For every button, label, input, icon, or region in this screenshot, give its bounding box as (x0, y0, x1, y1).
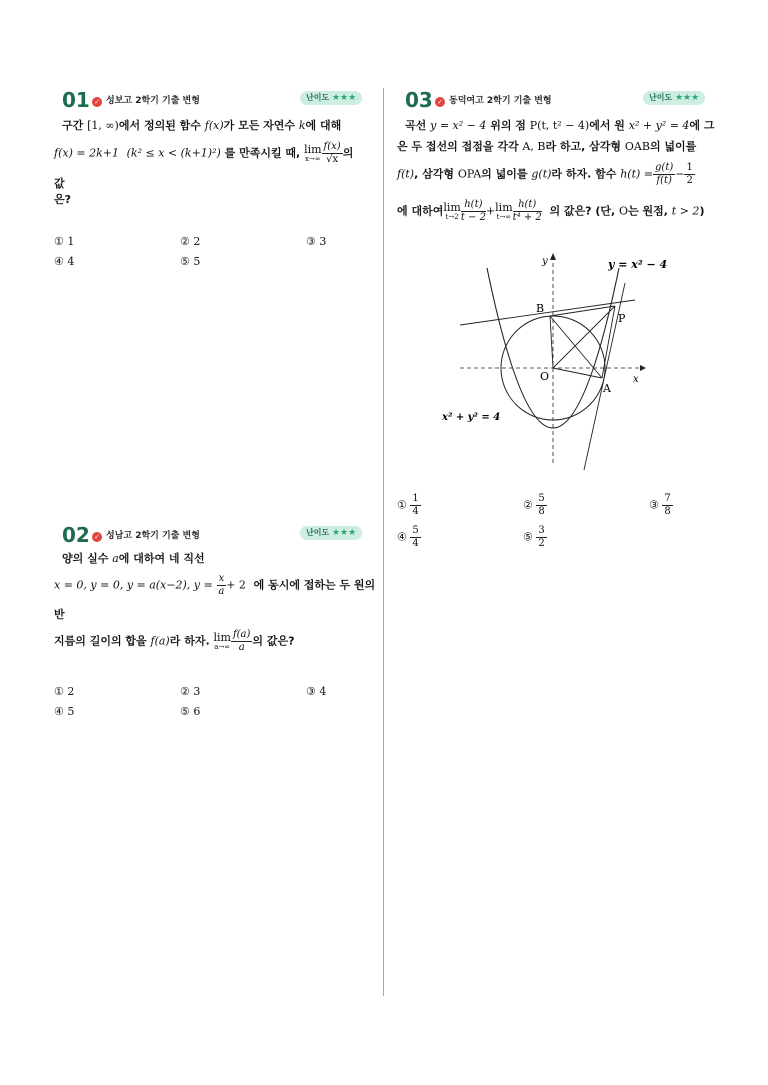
question-number: 02 (62, 523, 90, 547)
fraction: $\frac{h(t)}{\text{t⁴ + 2}}$ (512, 199, 542, 223)
question-01 (52, 88, 372, 278)
difficulty-badge: 난이도 ★★★ (643, 91, 705, 105)
choice-2[interactable]: ② 3 (180, 685, 201, 698)
difficulty-badge: 난이도 ★★★ (300, 526, 362, 540)
point-p-label: P (618, 312, 626, 325)
choice-2[interactable]: ② $\frac{5}{8}$ (523, 493, 545, 517)
question-header (52, 523, 362, 547)
choice-5[interactable]: ⑤ $\frac{3}{2}$ (523, 525, 545, 549)
choice-3[interactable]: ③ 3 (306, 235, 327, 248)
question-text: 값 (54, 177, 65, 190)
fraction: $\frac{h(t)}{t - 2}$ (460, 199, 486, 223)
limit-expression: lim a→∞ (213, 630, 231, 651)
point-a-label: A (603, 382, 611, 395)
check-icon: ✓ (92, 532, 102, 542)
question-text: x = 0, y = 0, y = a(x−2), y = $\frac{x}{a}$ + 2 에 동시에 접하는 두 원의 (54, 573, 376, 597)
limit-expression: lim t→2 (443, 200, 461, 221)
choice-3[interactable]: ③ $\frac{7}{8}$ (649, 493, 671, 517)
fraction: $\frac{f(x)}{√x}$ (323, 141, 341, 165)
x-axis-arrow (640, 365, 646, 371)
question-source: ✓ 성보고 2학기 기출 변형 (92, 93, 200, 107)
question-header (395, 88, 705, 112)
column-divider (383, 88, 384, 996)
choice-1[interactable]: ① 1 (54, 235, 75, 248)
question-text: 에 대하여lim t→2 $\frac{h(t)}{t - 2}$ +lim t→∞ $\frac{h(t)}{\text{t⁴ + 2}}$ 의 값은? (단, O는 원점, t > 2) (397, 199, 705, 223)
question-text: f(x) = 2k+1 (k² ≤ x < (k+1)²) 를 만족시킬 때, lim x→∞ $\frac{f(x)}{√x}$ 의 (54, 141, 354, 165)
choice-3[interactable]: ③ 4 (306, 685, 327, 698)
question-header (52, 88, 362, 112)
check-icon: ✓ (92, 97, 102, 107)
fraction: $\frac{1}{2}$ (686, 162, 693, 186)
y-axis-label: y (542, 256, 548, 267)
question-text: 곡선 y = x² − 4 위의 점 P(t, t² − 4)에서 원 x² + y² = 4에 그 (405, 119, 715, 132)
question-text: 반 (54, 608, 65, 621)
choice-1[interactable]: ① $\frac{1}{4}$ (397, 493, 419, 517)
check-icon: ✓ (435, 97, 445, 107)
choice-5[interactable]: ⑤ 6 (180, 705, 201, 718)
curve-label: y = x² − 4 (608, 258, 668, 271)
question-source: ✓ 동덕여고 2학기 기출 변형 (435, 93, 552, 107)
choice-1[interactable]: ① 2 (54, 685, 75, 698)
question-text: 은 두 접선의 접점을 각각 A, B라 하고, 삼각형 OAB의 넓이를 (397, 140, 697, 153)
fraction: $\frac{g(t)}{f(t)}$ (655, 162, 674, 186)
question-text: 지름의 길이의 합을 f(a)라 하자. lim a→∞ $\frac{f(a)}{a}$ 의 값은? (54, 629, 295, 653)
choice-5[interactable]: ⑤ 5 (180, 255, 201, 268)
choice-4[interactable]: ④ $\frac{5}{4}$ (397, 525, 419, 549)
question-number: 03 (405, 88, 433, 112)
origin-label: O (540, 370, 550, 383)
question-text: f(t), 삼각형 OPA의 넓이를 g(t)라 하자. 함수 h(t) = $\frac{g(t)}{f(t)}$ − $\frac{1}{2}$ (397, 162, 693, 186)
choice-4[interactable]: ④ 4 (54, 255, 75, 268)
question-source: ✓ 성남고 2학기 기출 변형 (92, 528, 200, 542)
question-02 (52, 523, 376, 723)
choice-4[interactable]: ④ 5 (54, 705, 75, 718)
question-text: 은? (54, 193, 72, 206)
y-axis-arrow (550, 253, 556, 260)
question-number: 01 (62, 88, 90, 112)
fraction: $\frac{x}{a}$ (218, 573, 225, 597)
difficulty-badge: 난이도 ★★★ (300, 91, 362, 105)
question-text: 양의 실수 a에 대하여 네 직선 (62, 552, 205, 565)
limit-expression: lim t→∞ (495, 200, 513, 221)
question-03 (395, 88, 725, 558)
limit-expression: lim x→∞ (304, 142, 322, 163)
fraction: $\frac{f(a)}{a}$ (232, 629, 251, 653)
choice-2[interactable]: ② 2 (180, 235, 201, 248)
question-text: 구간 [1, ∞)에서 정의된 함수 f(x)가 모든 자연수 k에 대해 (62, 119, 342, 132)
segment-ob (550, 316, 553, 368)
circle-label: x² + y² = 4 (442, 412, 501, 423)
x-axis-label: x (633, 374, 639, 385)
parabola-circle-graph (440, 248, 690, 473)
point-b-label: B (536, 302, 545, 315)
